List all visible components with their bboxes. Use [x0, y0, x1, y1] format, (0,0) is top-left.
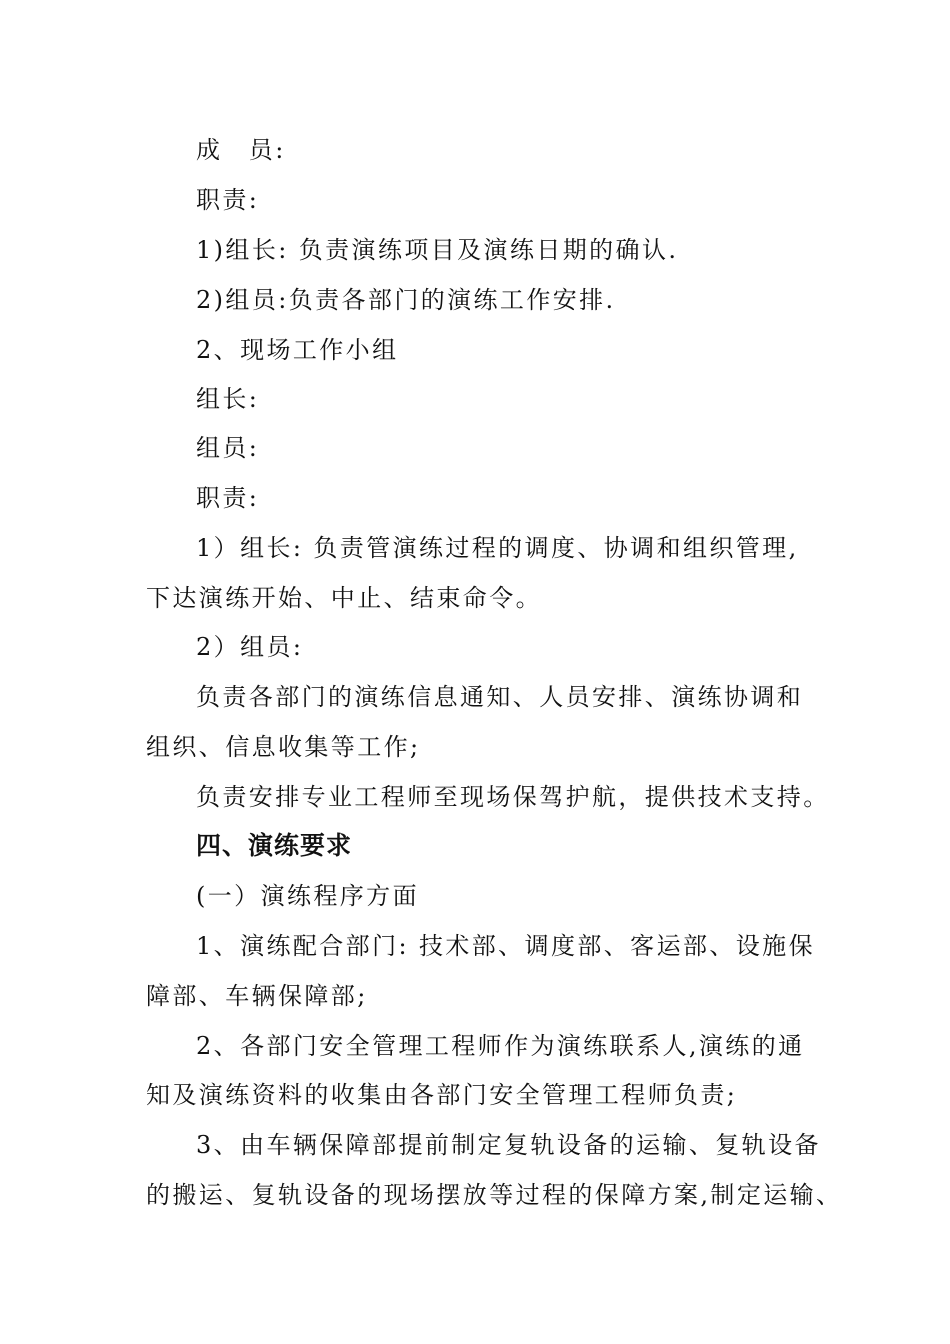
member-duty-item: 2)组员:负责各部门的演练工作安排. — [196, 286, 616, 314]
procedure-item3-line1: 3、由车辆保障部提前制定复轨设备的运输、复轨设备 — [196, 1131, 821, 1159]
section-heading-requirements: 四、演练要求 — [196, 831, 353, 860]
procedure-item3-line2: 的搬运、复轨设备的现场摆放等过程的保障方案,制定运输、 — [146, 1181, 843, 1209]
section-heading-site-team: 2、现场工作小组 — [196, 336, 399, 364]
procedure-item2-line1: 2、各部门安全管理工程师作为演练联系人,演练的通 — [196, 1032, 805, 1060]
team-leader-duty-line1: 1）组长: 负责管演练过程的调度、协调和组织管理, — [196, 534, 799, 562]
team-member-duty-line1: 负责各部门的演练信息通知、人员安排、演练协调和 — [196, 683, 804, 711]
members-label: 成 员: — [196, 136, 286, 164]
procedure-item1-line2: 障部、车辆保障部; — [146, 982, 368, 1010]
engineer-support-line: 负责安排专业工程师至现场保驾护航，提供技术支持。 — [196, 783, 830, 811]
team-leader-label: 组长: — [196, 385, 260, 413]
procedure-item2-line2: 知及演练资料的收集由各部门安全管理工程师负责; — [146, 1081, 738, 1109]
procedure-item1-line1: 1、演练配合部门: 技术部、调度部、客运部、设施保 — [196, 932, 815, 960]
subsection-heading-procedure: (一）演练程序方面 — [196, 882, 419, 910]
team-member-duty-label: 2）组员: — [196, 633, 304, 661]
team-leader-duty-line2: 下达演练开始、中止、结束命令。 — [146, 584, 542, 612]
duties-label: 职责: — [196, 186, 260, 214]
leader-duty-item: 1)组长: 负责演练项目及演练日期的确认. — [196, 236, 679, 264]
team-members-label: 组员: — [196, 434, 260, 462]
team-member-duty-line2: 组织、信息收集等工作; — [146, 733, 421, 761]
team-duties-label: 职责: — [196, 484, 260, 512]
